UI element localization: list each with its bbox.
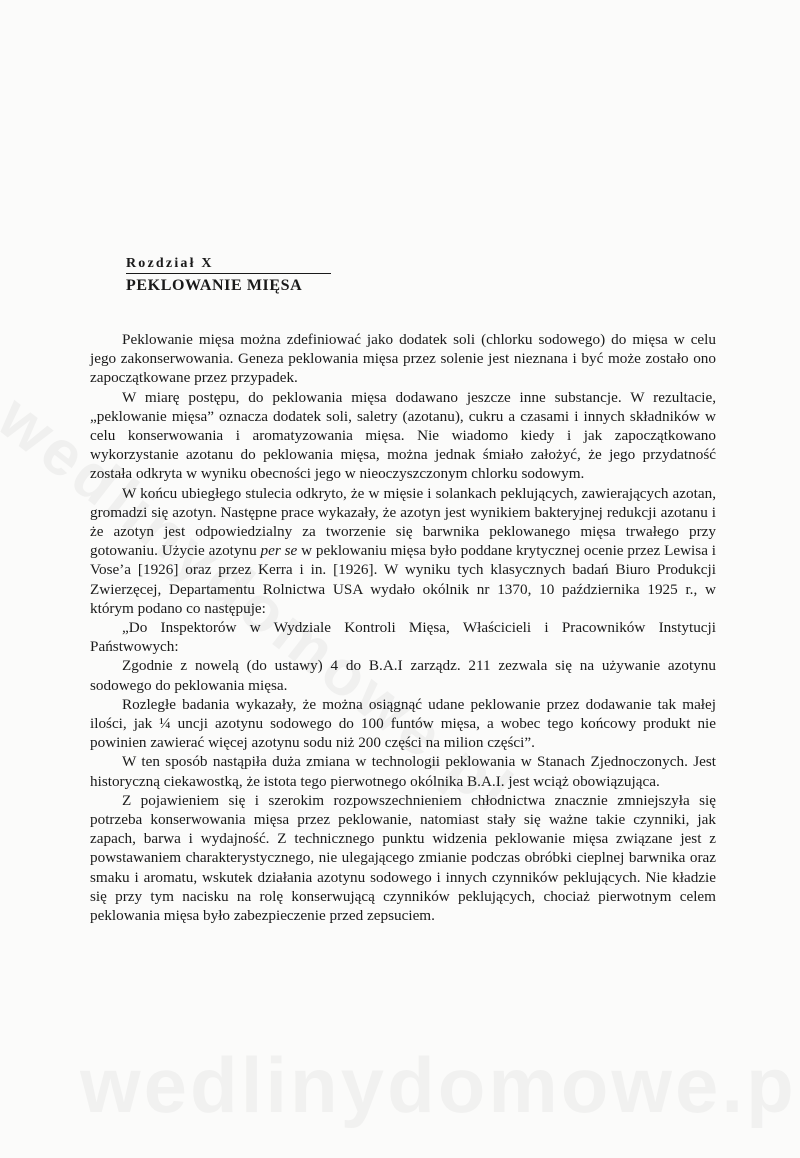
paragraph <box>90 484 716 618</box>
quote-paragraph: „Do Inspektorów w Wydziale Kontroli Mięsa, Właścicieli i Pracowników Instytucji Państwowych: <box>90 619 716 656</box>
watermark-bottom <box>80 1040 800 1131</box>
quote-paragraph: Zgodnie z nowelą (do ustawy) 4 do B.A.I zarządz. 211 zezwala się na używanie azotynu sodowego do peklowania mięsa. <box>90 657 716 694</box>
paragraph-text: W końcu ubiegłego stulecia odkryto, że w mięsie i solankach peklujących, zawierających azotan, gromadzi się azotyn. Następne prace wykazały, że azotyn jest wynikiem bakteryjnej redukcji azotanu i że azotyn jest odpowiedzialny za tworzenie się barwnika peklowanego mięsa trwałego przy gotowaniu. Użycie azotynu <box>90 484 716 560</box>
paragraph: W miarę postępu, do peklowania mięsa dodawano jeszcze inne substancje. W rezultacie, „peklowanie mięsa” oznacza dodatek soli, saletry (azotanu), cukru a czasami i innych składników w celu konserwowania i aromatyzowania mięsa. Nie wiadomo kiedy i jak zapoczątkowano wykorzystanie azotanu do peklowania mięsa, można jednak śmiało założyć, że jego przydatność została odkryta w wyniku obecności jego w nieoczyszczonym chlorku sodowym. <box>90 388 716 483</box>
chapter-label: Rozdział X <box>126 256 331 274</box>
chapter-heading <box>126 256 336 295</box>
paragraph: Z pojawieniem się i szerokim rozpowszechnieniem chłodnictwa znacznie zmniejszyła się potrzeba konserwowania mięsa przez peklowanie, natomiast stały się ważne takie czynniki, jak zapach, barwa i wydajność. Z technicznego punktu widzenia peklowanie mięsa związane jest z powstawaniem charakterystycznego, nie ulegającego zmianie podczas obróbki cieplnej barwnika oraz smaku i aromatu, wskutek działania azotynu sodowego i innych czynników peklujących. Nie kładzie się przy tym nacisku na rolę konserwującą czynników peklujących, chociaż pierwotnym celem peklowania mięsa było zabezpieczenie przed zepsuciem. <box>90 791 716 925</box>
chapter-title: PEKLOWANIE MIĘSA <box>126 277 303 294</box>
body-text <box>90 330 716 925</box>
paragraph-text: w peklowaniu mięsa było poddane krytycznej ocenie przez Lewisa i Vose’a [1926] oraz przez Kerra i in. [1926]. W wyniku tych klasycznych badań Biuro Produkcji Zwierzęcej, Departamentu Rolnictwa USA wydało okólnik nr 1370, 10 października 1925 r., w którym podano co następuje: <box>90 542 716 617</box>
quote-paragraph: Rozległe badania wykazały, że można osiągnąć udane peklowanie przez dodawanie tak małej ilości, jak ¼ uncji azotynu sodowego do 100 funtów mięsa, a wobec tego końcowy produkt nie powinien zawierać więcej azotynu sodu niż 200 części na milion części”. <box>90 695 716 752</box>
paragraph: Peklowanie mięsa można zdefiniować jako dodatek soli (chlorku sodowego) do mięsa w celu jego zakonserwowania. Geneza peklowania mięsa przez solenie jest nieznana i być może zostało ono zapoczątkowane przez przypadek. <box>90 331 716 387</box>
italic-term: per se <box>260 542 298 560</box>
paragraph: W ten sposób nastąpiła duża zmiana w technologii peklowania w Stanach Zjednoczonych. Jest historyczną ciekawostką, że istota tego pierwotnego okólnika B.A.I. jest wciąż obowiązująca. <box>90 753 716 790</box>
